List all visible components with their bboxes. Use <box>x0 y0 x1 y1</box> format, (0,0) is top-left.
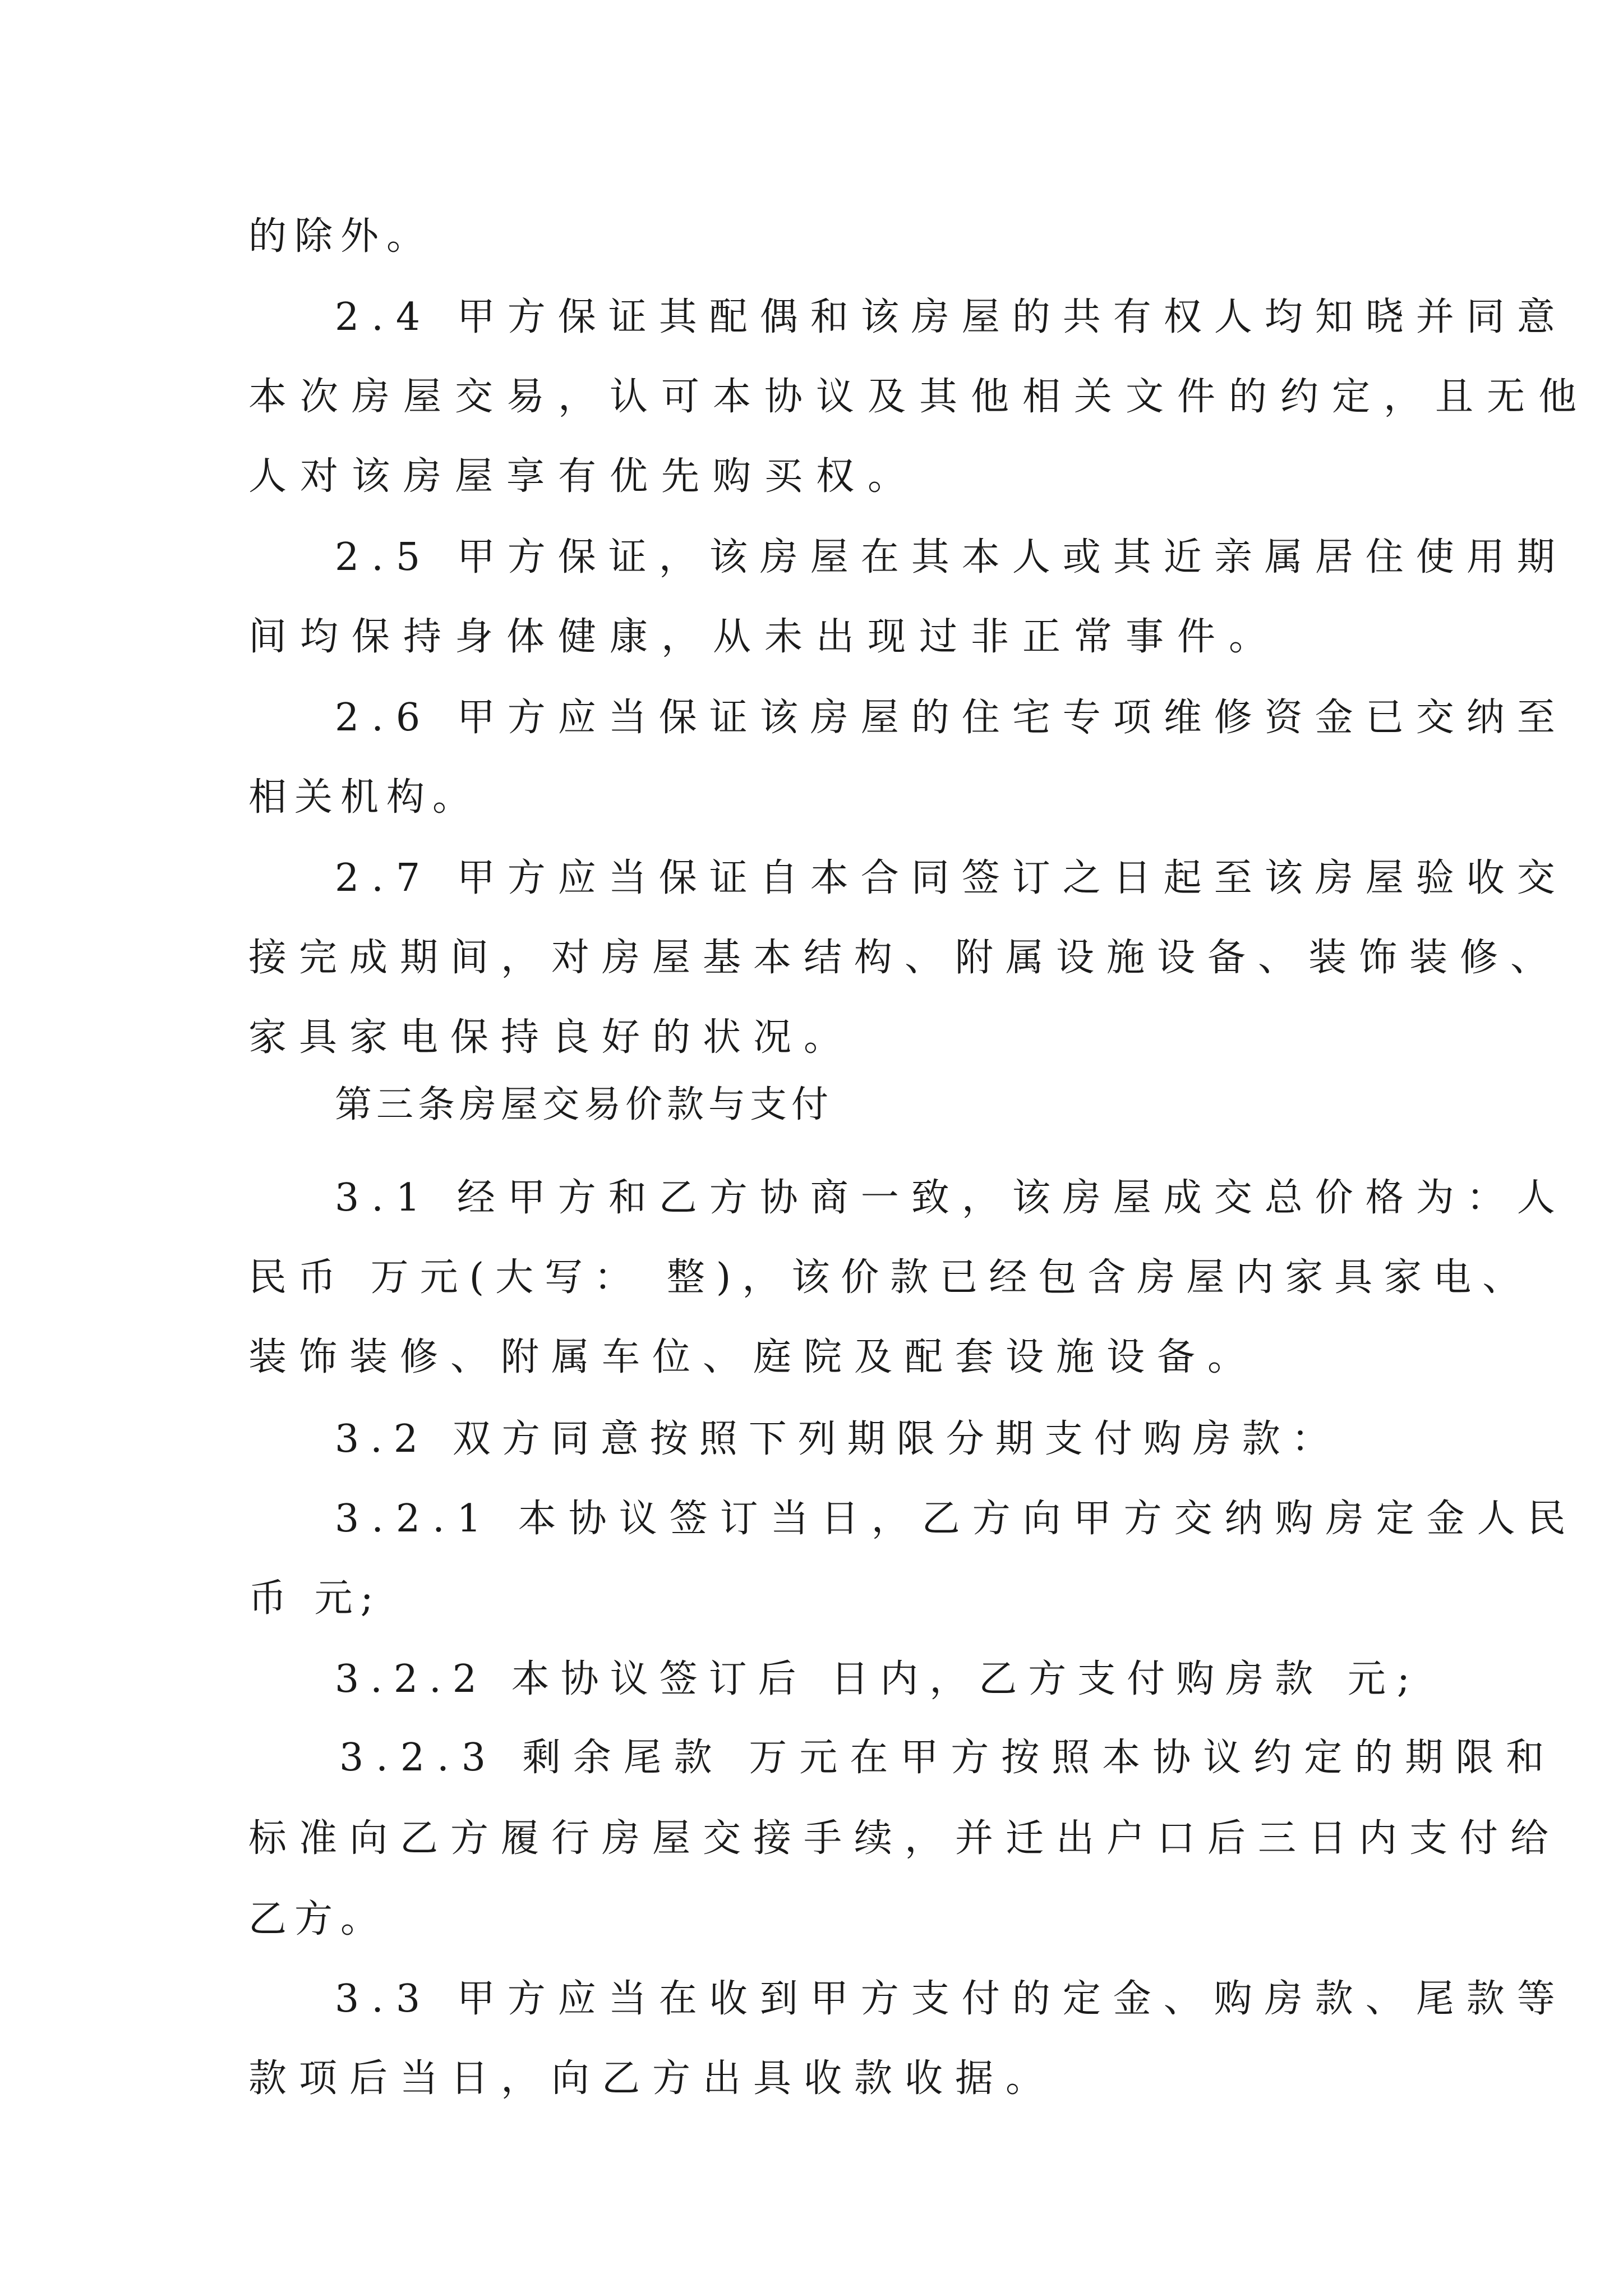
paragraph-line: 人对该房屋享有优先购买权。 <box>248 454 920 499</box>
paragraph-line: 装饰装修、附属车位、庭院及配套设施设备。 <box>248 1335 1258 1379</box>
clause-2-5-line: 2.5 甲方保证，该房屋在其本人或其近亲属居住使用期 <box>335 535 1567 579</box>
paragraph-line: 乙方。 <box>248 1897 387 1941</box>
paragraph-line: 标准向乙方履行房屋交接手续，并迁出户口后三日内支付给 <box>248 1816 1561 1861</box>
paragraph-line: 家具家电保持良好的状况。 <box>248 1015 855 1060</box>
clause-3-2-1-line: 3.2.1 本协议签订当日，乙方向甲方交纳购房定金人民 <box>335 1497 1578 1541</box>
clause-2-4-line: 2.4 甲方保证其配偶和该房屋的共有权人均知晓并同意 <box>335 295 1567 339</box>
clause-3-2-line: 3.2 双方同意按照下列期限分期支付购房款： <box>335 1417 1341 1461</box>
clause-2-6-line: 2.6 甲方应当保证该房屋的住宅专项维修资金已交纳至 <box>335 696 1567 740</box>
clause-3-1-line: 3.1 经甲方和乙方协商一致，该房屋成交总价格为：人 <box>335 1176 1567 1220</box>
paragraph-line: 间均保持身体健康，从未出现过非正常事件。 <box>248 615 1281 659</box>
paragraph-line: 的除外。 <box>248 214 433 259</box>
paragraph-line: 币 元; <box>248 1576 381 1621</box>
clause-3-2-3-line: 3.2.3 剩余尾款 万元在甲方按照本协议约定的期限和 <box>339 1736 1557 1780</box>
paragraph-line: 民币 万元(大写： 整)，该价款已经包含房屋内家具家电、 <box>248 1255 1532 1300</box>
paragraph-line: 相关机构。 <box>248 775 479 820</box>
paragraph-line: 本次房屋交易，认可本协议及其他相关文件的约定，且无他 <box>248 375 1590 419</box>
paragraph-line: 接完成期间，对房屋基本结构、附属设施设备、装饰装修、 <box>248 936 1561 980</box>
paragraph-line: 款项后当日，向乙方出具收款收据。 <box>248 2056 1057 2101</box>
article-3-heading: 第三条房屋交易价款与支付 <box>335 1083 833 1126</box>
clause-3-2-2-line: 3.2.2 本协议签订后 日内，乙方支付购房款 元; <box>335 1657 1421 1701</box>
clause-3-3-line: 3.3 甲方应当在收到甲方支付的定金、购房款、尾款等 <box>335 1977 1567 2021</box>
clause-2-7-line: 2.7 甲方应当保证自本合同签订之日起至该房屋验收交 <box>335 856 1567 900</box>
